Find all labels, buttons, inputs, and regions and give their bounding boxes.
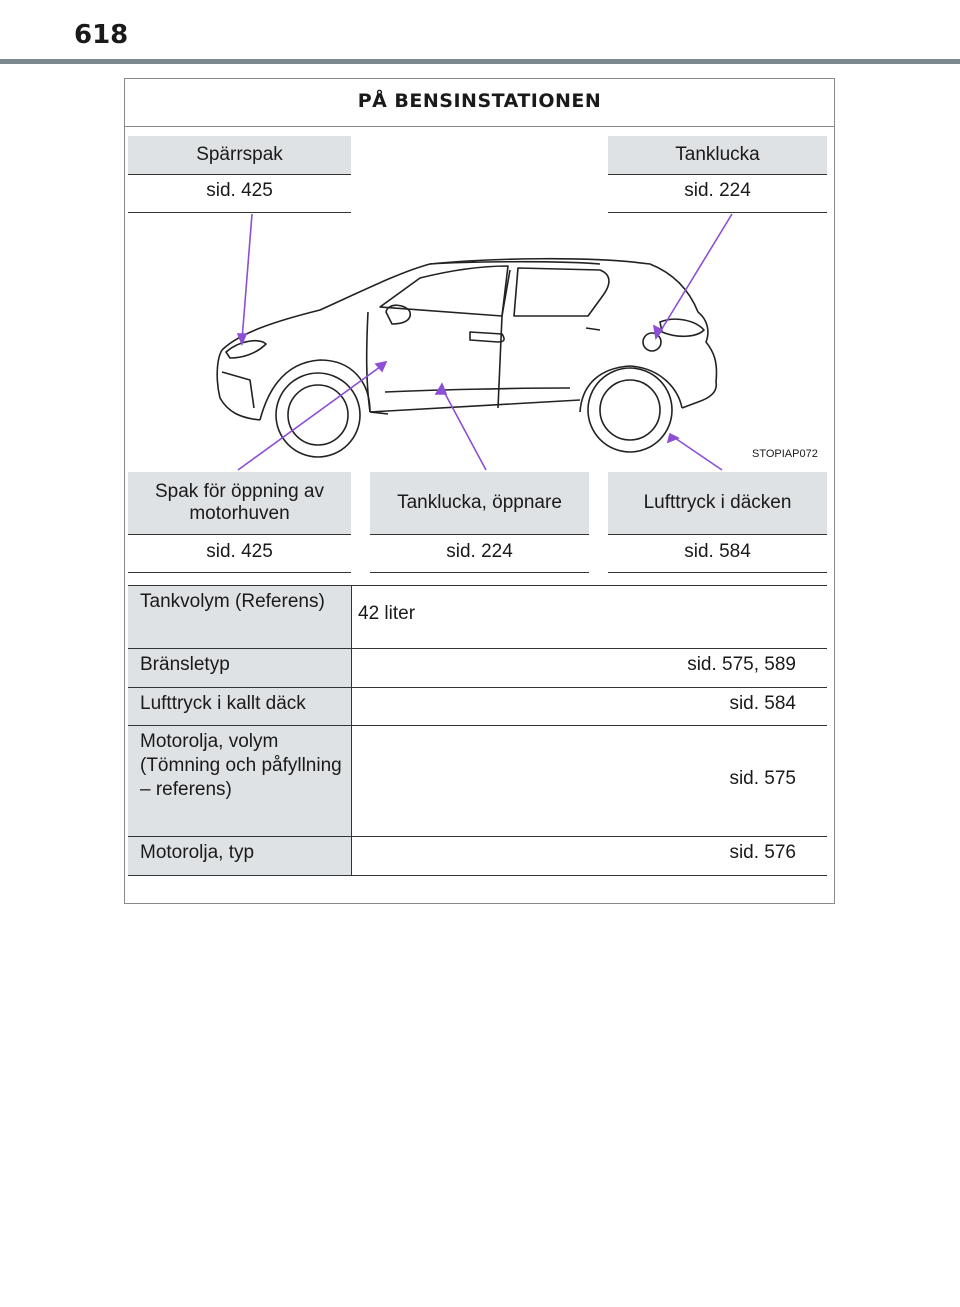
divider (608, 174, 827, 175)
callout-label-hood-lever: Spak för öppning av motorhuven (128, 472, 351, 534)
spec-value-oil-volume: sid. 575 (729, 768, 796, 789)
callout-label-lock-lever: Spärrspak (128, 136, 351, 174)
callout-ref-hood-lever: sid. 425 (206, 541, 273, 562)
spec-value-cold-tire-pressure: sid. 584 (729, 693, 796, 714)
table-column-divider (351, 586, 352, 875)
divider (128, 572, 351, 573)
figure-code: STOPIAP072 (752, 448, 818, 460)
callout-label-fuel-door: Tanklucka (608, 136, 827, 174)
spec-value-fuel-type: sid. 575, 589 (687, 654, 796, 675)
spec-value-tank-volume: 42 liter (358, 603, 416, 624)
callout-ref-lock-lever: sid. 425 (206, 180, 273, 201)
spec-label-oil-volume: Motorolja, volym (Tömning och påfyllning – referens) (128, 726, 351, 836)
spec-label-cold-tire-pressure: Lufttryck i kallt däck (128, 688, 351, 725)
section-title: PÅ BENSINSTATIONEN (125, 79, 834, 127)
divider (370, 534, 589, 535)
divider (608, 534, 827, 535)
callout-ref-fuel-door-opener: sid. 224 (446, 541, 513, 562)
page-number: 618 (74, 20, 129, 50)
spec-label-oil-type: Motorolja, typ (128, 837, 351, 875)
car-illustration (130, 212, 830, 472)
divider (370, 572, 589, 573)
spec-label-fuel-type: Bränsletyp (128, 649, 351, 687)
callout-ref-tire-pressure: sid. 584 (684, 541, 751, 562)
table-bottom-rule (128, 875, 827, 876)
callout-ref-fuel-door: sid. 224 (684, 180, 751, 201)
spec-value-oil-type: sid. 576 (729, 842, 796, 863)
divider (608, 572, 827, 573)
spec-label-tank-volume: Tankvolym (Referens) (128, 586, 351, 648)
header-rule (0, 59, 960, 64)
callout-label-tire-pressure: Lufttryck i däcken (608, 472, 827, 534)
divider (128, 534, 351, 535)
callout-label-fuel-door-opener: Tanklucka, öppnare (370, 472, 589, 534)
divider (128, 174, 351, 175)
